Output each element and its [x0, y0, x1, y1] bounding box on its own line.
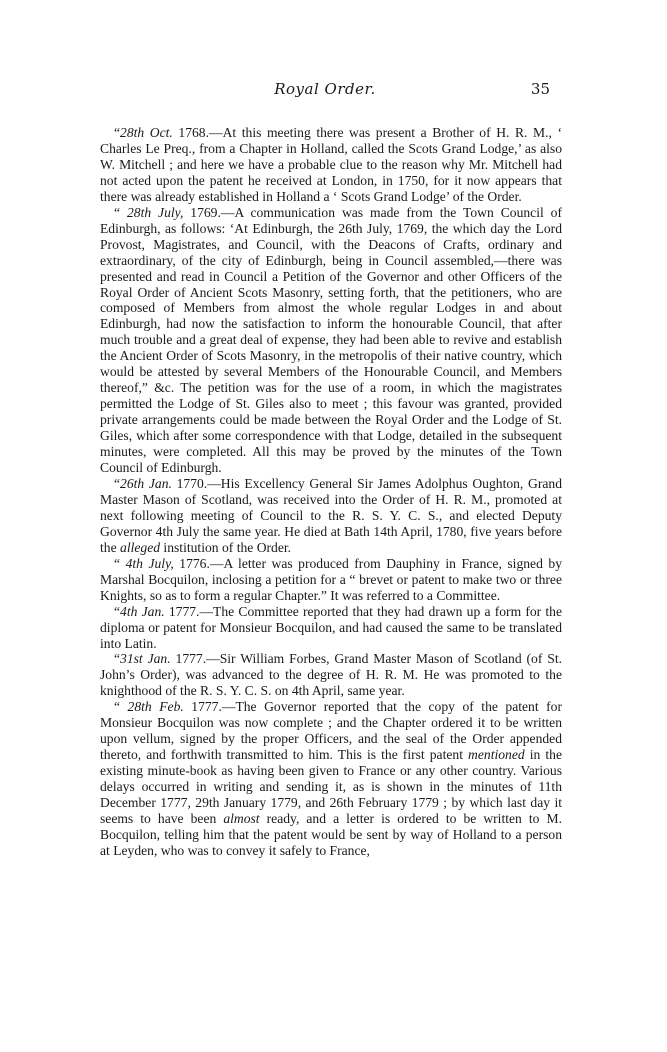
open-quote: “ — [114, 651, 121, 667]
paragraph-1770-jan — [100, 476, 562, 556]
entry-text-end: institution of the Order. — [160, 539, 292, 555]
paragraph-1777-feb — [100, 699, 562, 859]
entry-date: 26th Jan. — [120, 475, 172, 491]
paragraph-1777-jan-31 — [100, 651, 562, 699]
page-number: 35 — [530, 80, 550, 98]
paragraph-1776-jul — [100, 556, 562, 604]
entry-date: 31st Jan. — [120, 651, 171, 667]
paragraph-1768-oct — [100, 125, 562, 205]
open-quote: “ — [114, 475, 121, 491]
running-head — [100, 80, 550, 102]
open-quote: “ — [114, 204, 127, 220]
emphasis-mentioned: mentioned — [468, 747, 525, 763]
paragraph-1777-jan-4 — [100, 604, 562, 652]
entry-text-middle: in the existing minute-book as having been given to France or any other country. Various delays occurred in writing and sending it, as is shown in the minutes of 11th December 1777, 29th January 1779, and 26th February 1779 ; by which last day it seems to have been — [100, 747, 562, 826]
entry-text: 1777.—The Governor reported that the copy of the patent for Monsieur Bocquilon was now complete ; and the Chapter ordered it to be written upon vellum, signed by the proper Officers, and the seal of the Order appended thereto, and forthwith transmitted to him. This is the first patent — [100, 699, 562, 763]
entry-date: 28th Feb. — [127, 699, 184, 715]
open-quote: “ — [114, 699, 128, 715]
entry-text-end: ready, and a letter is ordered to be written to M. Bocquilon, telling him that the patent would be sent by way of Holland to a person at Leyden, who was to convey it safely to France, — [100, 810, 562, 858]
entry-text: 1777.—Sir William Forbes, Grand Master Mason of Scotland (of St. John’s Order), was advanced to the degree of H. R. M. He was promoted to the knighthood of the R. S. Y. C. S. on 4th April, same year. — [100, 651, 563, 699]
open-quote: “ — [114, 555, 126, 571]
entry-date: 28th Oct. — [120, 125, 173, 140]
entry-text: 1776.—A letter was produced from Dauphiny in France, signed by Marshal Bocquilon, inclosing a petition for a “ brevet or patent to make two or three Knights, so as to form a regular Chapter.” It was referred to a Committee. — [100, 555, 562, 603]
entry-text: 1770.—His Excellency General Sir James Adolphus Oughton, Grand Master Mason of Scotland, was received into the Order of H. R. M., promoted at next following meeting of Council to the R. S. Y. C. S., and elected Deputy Governor 4th July the same year. He died at Bath 14th April, 1780, five years before the — [100, 475, 562, 555]
entry-text: 1768.—At this meeting there was present a Brother of H. R. M., ‘ Charles Le Preq., from a Chapter in Holland, called the Scots Grand Lodge,’ as also W. Mitchell ; and here we have a probable clue to the reason why Mr. Mitchell had not acted upon the patent he received at London, in 1750, for it now appears that there was already established in Holland a ‘ Scots Grand Lodge’ of the Order. — [100, 125, 563, 204]
entry-date: 28th July, — [126, 204, 184, 220]
open-quote: “ — [114, 125, 121, 140]
open-quote: “ — [114, 603, 121, 619]
entry-text: 1769.—A communication was made from the Town Council of Edinburgh, as follows: ‘At Edinburgh, the 26th July, 1769, the which day the Lord Provost, Magistrates, and Council, with the Deacons of Crafts, ordinary and extraordinary, of the city of Edinburgh, being in Council assembled,—there was presented and read in Council a Petition of the Governor and other Officers of the Royal Order of Ancient Scots Masonry, setting forth, that the petitioners, who are composed of Members from almost the whole regular Lodges in and about Edinburgh, had now the satisfaction to inform the honourable Council, that after much trouble and a great deal of expense, they had been able to revive and establish the Ancient Order of Scots Masonry, in the metropolis of their native country, which would be attested by several Members of the Honourable Council, and Members thereof,” &c. The petition was for the use of a room, in which the magistrates permitted the Lodge of St. Giles also to meet ; this favour was granted, provided private arrangements could be made between the Royal Order and the Lodge of St. Giles, which after some correspondence with that Lodge, detailed in the subsequent minutes, were completed. All this may be proved by the minutes of the Town Council of Edinburgh. — [100, 204, 562, 476]
emphasis-almost: almost — [223, 810, 260, 826]
emphasis-alleged: alleged — [120, 539, 161, 555]
paragraph-1769-jul — [100, 205, 562, 476]
running-title: Royal Order. — [274, 80, 376, 98]
entry-date: 4th Jan. — [120, 603, 165, 619]
entry-text: 1777.—The Committee reported that they had drawn up a form for the diploma or patent for Monsieur Bocquilon, and had caused the same to be translated into Latin. — [100, 603, 563, 651]
entry-date: 4th July, — [125, 555, 174, 571]
body-text — [100, 125, 562, 859]
